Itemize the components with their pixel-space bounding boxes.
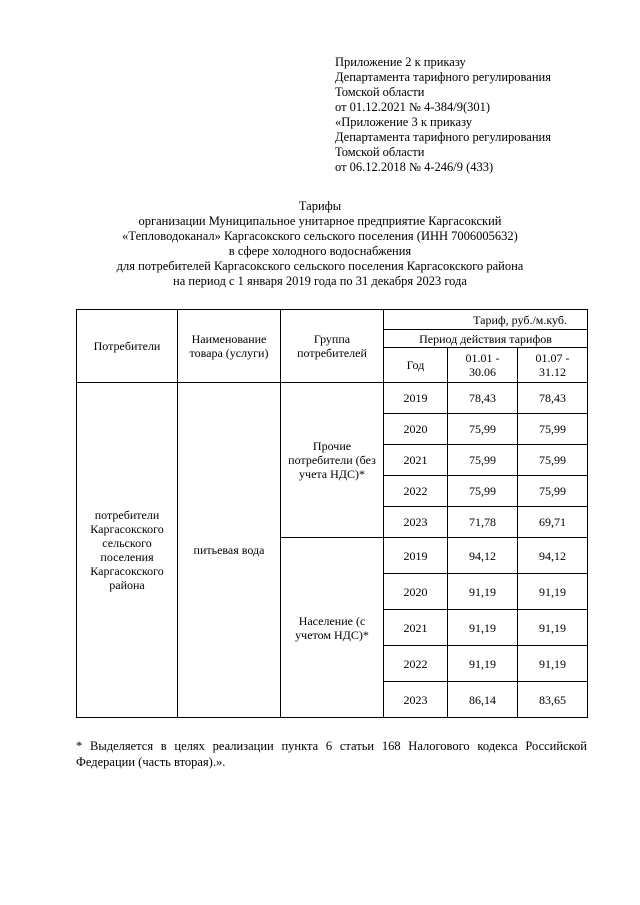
tariff-h2-cell: 91,19 [518,646,588,682]
group-cell: Население (с учетом НДС)* [281,538,384,718]
header-line: Департамента тарифного регулирования [335,70,551,84]
tariff-h2-cell: 69,71 [518,507,588,538]
tariff-h1-cell: 75,99 [448,445,518,476]
header-consumers: Потребители [77,310,178,383]
title-line: в сфере холодного водоснабжения [228,244,412,258]
group-cell: Прочие потребители (без учета НДС)* [281,383,384,538]
tariff-h1-cell: 78,43 [448,383,518,414]
title-line: организации Муниципальное унитарное предприятие Каргасокский [138,214,502,228]
header-group: Группа потребителей [281,310,384,383]
year-cell: 2020 [384,414,448,445]
tariff-h1-cell: 91,19 [448,574,518,610]
year-cell: 2023 [384,682,448,718]
tariff-h2-cell: 83,65 [518,682,588,718]
document-title [20,199,620,289]
header-year: Год [384,348,448,383]
tariff-h1-cell: 75,99 [448,414,518,445]
table-row [77,383,588,414]
tariff-h2-cell: 78,43 [518,383,588,414]
tariff-h2-cell: 75,99 [518,476,588,507]
consumer-cell: потребители Каргасокского сельского поселения Каргасокского района [77,383,178,718]
year-cell: 2020 [384,574,448,610]
tariff-h2-cell: 75,99 [518,414,588,445]
footnote: * Выделяется в целях реализации пункта 6 статьи 168 Налогового кодекса Российской Федерации (часть вторая).». [76,739,587,769]
header-line: Приложение 2 к приказу [335,55,466,69]
year-cell: 2019 [384,538,448,574]
header-line: Томской области [335,85,425,99]
header-line: от 01.12.2021 № 4-384/9(301) [335,100,491,114]
header-tariff: Тариф, руб./м.куб. [384,310,588,330]
year-cell: 2022 [384,476,448,507]
title-line: для потребителей Каргасокского сельского поселения Каргасокского района [116,259,524,273]
product-cell: питьевая вода [178,383,281,718]
header-line: Томской области [335,145,425,159]
tariff-h1-cell: 91,19 [448,610,518,646]
table-header-row [77,310,588,330]
header-line: от 06.12.2018 № 4-246/9 (433) [335,160,494,174]
tariff-table [76,309,588,718]
title-line: «Тепловодоканал» Каргасокского сельского поселения (ИНН 7006005632) [122,229,518,243]
header-period: Период действия тарифов [384,330,588,348]
tariff-h2-cell: 91,19 [518,610,588,646]
tariff-h1-cell: 91,19 [448,646,518,682]
tariff-h1-cell: 86,14 [448,682,518,718]
header-product: Наименование товара (услуги) [178,310,281,383]
tariff-h2-cell: 94,12 [518,538,588,574]
year-cell: 2019 [384,383,448,414]
year-cell: 2022 [384,646,448,682]
year-cell: 2021 [384,445,448,476]
year-cell: 2023 [384,507,448,538]
tariff-h1-cell: 75,99 [448,476,518,507]
header-half2: 01.07 - 31.12 [518,348,588,383]
year-cell: 2021 [384,610,448,646]
tariff-h2-cell: 75,99 [518,445,588,476]
tariff-h1-cell: 94,12 [448,538,518,574]
appendix-header [335,55,625,175]
header-line: Департамента тарифного регулирования [335,130,551,144]
title-line: на период с 1 января 2019 года по 31 декабря 2023 года [173,274,467,288]
title-line: Тарифы [298,199,342,213]
tariff-h2-cell: 91,19 [518,574,588,610]
header-half1: 01.01 - 30.06 [448,348,518,383]
tariff-h1-cell: 71,78 [448,507,518,538]
header-line: «Приложение 3 к приказу [335,115,473,129]
